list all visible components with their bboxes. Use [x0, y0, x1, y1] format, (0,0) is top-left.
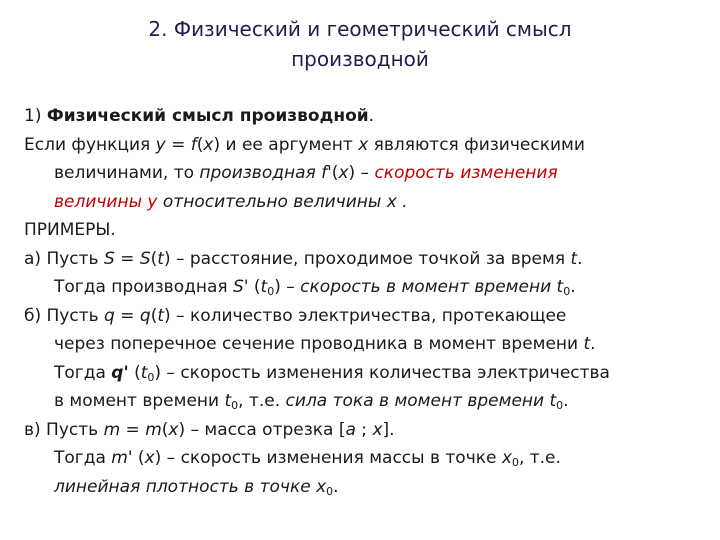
paragraph-1-heading	[24, 102, 700, 131]
var-t: t	[224, 391, 232, 411]
text-fragment: Тогда	[54, 448, 112, 468]
text-fragment: величинами, то	[54, 163, 200, 183]
var-x: x	[203, 134, 214, 155]
velocity-phrase: скорость в момент времени t	[300, 277, 564, 297]
example-b-line-1	[24, 302, 700, 331]
title-line-2: производной	[291, 47, 429, 71]
var-S-prime: S'	[233, 277, 249, 297]
var-x: x	[372, 419, 383, 440]
example-c-line-3	[24, 473, 700, 502]
example-b-line-2	[24, 330, 700, 359]
var-t: t	[260, 277, 268, 297]
derivative-phrase: производная f'	[199, 163, 332, 183]
text-fragment: , т.е.	[518, 448, 561, 468]
var-q: q	[139, 305, 151, 326]
var-a: a	[345, 419, 356, 440]
subscript: 0	[231, 399, 239, 412]
var-x: x	[501, 448, 512, 468]
var-x: x	[358, 134, 369, 155]
text-fragment: ) – количество электричества, протекающее	[164, 305, 567, 326]
text-fragment: =	[120, 419, 146, 440]
var-S: S	[139, 248, 151, 269]
text-fragment: в момент времени	[54, 391, 225, 411]
text-fragment: ) –	[274, 277, 301, 297]
example-a-line-2	[24, 273, 700, 302]
text-fragment: ].	[382, 419, 395, 440]
var-q: q	[104, 305, 115, 326]
text-fragment: ) и ее аргумент	[213, 134, 359, 155]
var-S: S	[103, 248, 115, 269]
example-b-line-4	[24, 387, 700, 416]
var-m: m	[103, 419, 121, 440]
text-fragment: =	[114, 248, 140, 269]
example-c-line-1	[24, 416, 700, 445]
text-fragment: (	[128, 362, 141, 383]
text-fragment: =	[165, 134, 191, 155]
item-number: 1)	[24, 106, 47, 126]
text-fragment: .	[563, 391, 569, 411]
text-fragment: ) – расстояние, проходимое точкой за время	[163, 248, 571, 269]
example-b-line-3	[24, 359, 700, 388]
var-f: f	[190, 134, 197, 155]
slide-title	[60, 14, 660, 74]
text-fragment: .	[577, 248, 583, 269]
text-fragment: относительно величины x .	[157, 191, 408, 212]
text-fragment: , т.е.	[238, 391, 286, 411]
text-fragment: ) –	[348, 163, 375, 183]
text-fragment: в) Пусть	[24, 419, 104, 440]
text-fragment: являются физическими	[368, 134, 585, 155]
text-fragment: ;	[355, 419, 373, 440]
subscript: 0	[556, 399, 564, 412]
definition-line-3	[24, 188, 700, 217]
var-x: x	[338, 163, 349, 183]
text-fragment: через поперечное сечение проводника в момент времени	[54, 334, 584, 354]
var-t: t	[140, 362, 148, 383]
text-fragment: (	[331, 163, 339, 183]
density-phrase: линейная плотность в точке x	[54, 476, 327, 497]
text-fragment: а) Пусть	[24, 248, 104, 269]
text-fragment: ) – скорость изменения массы в точке	[154, 448, 502, 468]
text-fragment: .	[333, 476, 339, 497]
subscript: 0	[563, 285, 571, 298]
var-t: t	[157, 248, 164, 269]
var-t: t	[157, 305, 165, 326]
text-fragment: ) – масса отрезка [	[178, 419, 346, 440]
text-fragment: .	[590, 334, 596, 354]
text-fragment: (	[196, 134, 204, 155]
text-fragment: (	[132, 448, 145, 468]
example-c-line-2	[24, 444, 700, 473]
highlight-quantity-y: величины y	[54, 191, 158, 212]
text-fragment: (	[150, 305, 158, 326]
examples-heading: ПРИМЕРЫ.	[24, 220, 116, 240]
text-fragment: Если функция	[24, 134, 156, 155]
subscript: 0	[511, 456, 519, 469]
subscript: 0	[326, 484, 334, 498]
heading-physical-meaning: Физический смысл производной	[46, 106, 369, 126]
subscript: 0	[267, 285, 275, 298]
text-fragment: .	[570, 277, 576, 297]
text-fragment: б) Пусть	[24, 305, 105, 326]
text-fragment: ) – скорость изменения количества электричества	[154, 362, 610, 383]
text-fragment: .	[368, 106, 375, 126]
var-t: t	[583, 334, 591, 354]
text-fragment: (	[161, 419, 169, 440]
text-fragment: (	[248, 277, 261, 297]
var-q-prime: q'	[111, 362, 129, 383]
title-line-1: 2. Физический и геометрический смысл	[148, 17, 572, 41]
text-fragment: =	[114, 305, 140, 326]
subscript: 0	[147, 370, 155, 384]
example-a-line-1	[24, 245, 700, 274]
current-phrase: сила тока в момент времени t	[285, 391, 557, 411]
var-x: x	[168, 419, 179, 440]
var-m: m	[145, 419, 162, 440]
slide-body	[24, 102, 700, 501]
var-m-prime: m'	[111, 448, 133, 468]
var-x: x	[144, 448, 155, 468]
definition-line-2	[24, 159, 700, 188]
text-fragment: Тогда	[54, 362, 112, 383]
var-y: y	[155, 134, 166, 155]
text-fragment: Тогда производная	[54, 277, 234, 297]
var-t: t	[570, 248, 578, 269]
definition-line-1	[24, 131, 700, 160]
text-fragment: (	[150, 248, 158, 269]
highlight-rate-of-change: скорость изменения	[374, 163, 558, 183]
